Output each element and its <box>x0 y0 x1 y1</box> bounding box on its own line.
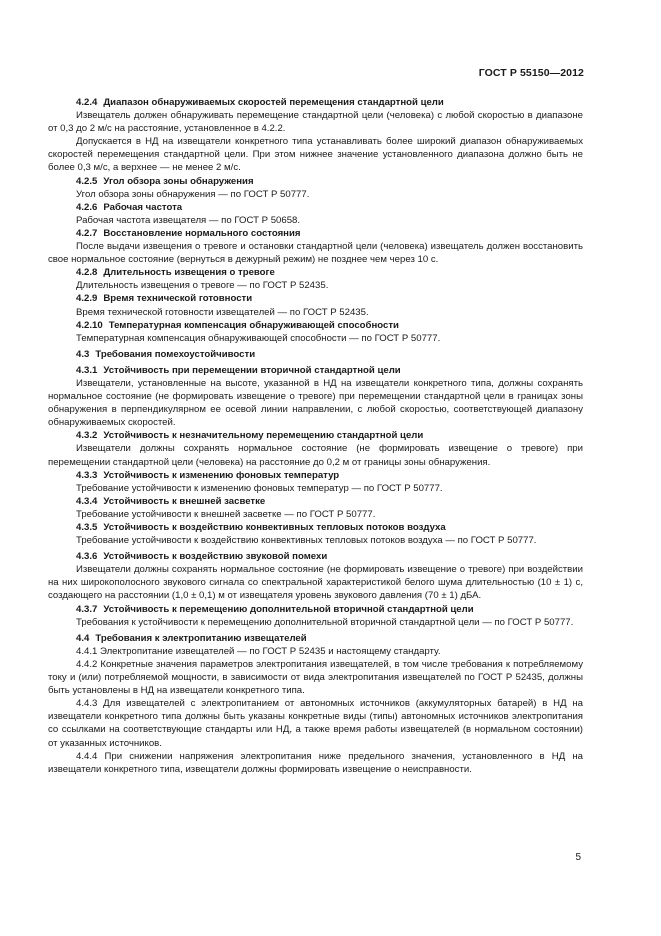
body-paragraph: Температурная компенсация обнаруживающей способности — по ГОСТ Р 50777. <box>76 332 441 344</box>
body-paragraph: 4.4.2 Конкретные значения параметров электропитания извещателей, в том числе требования к потребляемому току и (или) потребляемой мощности, в зависимости от вида электропитания извещателей по ГОСТ Р 52435, должны быть установлены в НД на извещатели конкретного типа. <box>48 658 583 697</box>
section-number: 4.3.7 <box>76 603 98 615</box>
section-number: 4.2.6 <box>76 201 98 213</box>
section-title: Рабочая частота <box>103 201 183 213</box>
body-paragraph: После выдачи извещения о тревоге и остановки стандартной цели (человека) извещатель должен восстановить свое нормальное состояние (вернуться в дежурный режим) не позднее чем через 10 с. <box>48 241 583 266</box>
body-paragraph: Извещатели, установленные на высоте, указанной в НД на извещатели конкретного типа, должны сохранять нормальное состояние (не формировать извещение о тревоге) при перемещении стандартной цели в границах зоны обнаружения в перпендикулярном ее осевой линии направлении, с любой скоростью, соответствующей диапазону обнаруживаемых скоростей. <box>48 377 583 429</box>
document-header: ГОСТ Р 55150—2012 <box>478 67 584 79</box>
section-heading <box>48 348 583 361</box>
section-title: Диапазон обнаруживаемых скоростей перемещения стандартной цели <box>103 97 444 108</box>
section-title: Время технической готовности <box>103 293 253 305</box>
body-paragraph: Угол обзора зоны обнаружения — по ГОСТ Р 50777. <box>76 188 310 200</box>
section-heading <box>48 603 583 616</box>
section-title: Устойчивость к незначительному перемещению стандартной цели <box>103 430 424 442</box>
section-number: 4.3.4 <box>76 495 98 507</box>
body-paragraph: 4.4.4 При снижении напряжения электропитания ниже предельного значения, установленного в НД на извещатели конкретного типа, извещатели должны формировать извещение о неисправности. <box>48 750 583 775</box>
section-number: 4.3.3 <box>76 469 98 481</box>
section-heading <box>48 550 583 563</box>
body-paragraph: Длительность извещения о тревоге — по ГОСТ Р 52435. <box>76 280 329 292</box>
section-title: Длительность извещения о тревоге <box>103 267 275 279</box>
section-heading <box>48 266 583 279</box>
section-heading <box>48 96 583 109</box>
body-paragraph: Допускается в НД на извещатели конкретного типа устанавливать более широкий диапазон обнаруживаемых скоростей перемещения стандартной цели. При этом нижнее значение установленного диапазона должно быть не более 0,3 м/с, а верхнее — не менее 2 м/с. <box>48 136 583 174</box>
section-number: 4.3.6 <box>76 551 98 563</box>
section-heading <box>48 319 583 332</box>
section-number: 4.3.1 <box>76 364 98 376</box>
section-number: 4.3.2 <box>76 430 98 442</box>
section-title: Устойчивость к воздействию звуковой помехи <box>103 551 328 563</box>
section-number: 4.2.9 <box>76 293 98 305</box>
section-heading <box>48 521 583 534</box>
section-heading <box>48 632 583 645</box>
body-paragraph: Извещатели должны сохранять нормальное состояние (не формировать извещение о тревоге) при воздействии на них широкополосного звукового сигнала со спектральной характеристикой белого шума длительностью (10 ± 1) с, создающего на расстоянии (1,0 ± 0,1) м от извещателя уровень звукового давления (70 ± 1) дБА. <box>48 564 583 602</box>
section-title: Устойчивость к внешней засветке <box>103 495 266 507</box>
section-heading <box>48 227 583 240</box>
body-paragraph: 4.4.3 Для извещателей с электропитанием от автономных источников (аккумуляторных батарей) в НД на извещатели конкретного типа должны быть указаны конкретные виды (типы) автономных источников электропитания со ссылками на соответствующие стандарты или НД, а также время работы извещателей (в нормальном состоянии) от указанных источников. <box>48 698 583 749</box>
section-number: 4.3 <box>76 348 90 360</box>
section-number: 4.2.8 <box>76 267 98 279</box>
page-number: 5 <box>575 852 581 863</box>
section-heading <box>48 469 583 482</box>
section-heading <box>48 175 583 188</box>
body-paragraph: Требование устойчивости к воздействию конвективных тепловых потоков воздуха — по ГОСТ Р 50777. <box>76 535 537 547</box>
section-heading <box>48 364 583 377</box>
section-title: Требования помехоустойчивости <box>95 348 256 360</box>
section-heading <box>48 292 583 305</box>
body-paragraph: 4.4.1 Электропитание извещателей — по ГОСТ Р 52435 и настоящему стандарту. <box>76 645 441 657</box>
section-number: 4.3.5 <box>76 522 98 533</box>
section-heading <box>48 201 583 214</box>
body-paragraph: Рабочая частота извещателя — по ГОСТ Р 50658. <box>76 214 301 226</box>
section-title: Устойчивость к воздействию конвективных тепловых потоков воздуха <box>103 522 446 533</box>
section-title: Устойчивость к изменению фоновых температур <box>103 469 340 481</box>
section-number: 4.2.10 <box>76 319 103 331</box>
section-number: 4.2.7 <box>76 227 98 239</box>
section-number: 4.2.4 <box>76 97 98 108</box>
section-title: Угол обзора зоны обнаружения <box>103 175 254 187</box>
section-title: Температурная компенсация обнаруживающей способности <box>108 319 399 331</box>
document-body <box>48 96 583 776</box>
section-heading <box>48 429 583 442</box>
section-title: Устойчивость при перемещении вторичной стандартной цели <box>103 364 401 376</box>
section-title: Устойчивость к перемещению дополнительной вторичной стандартной цели <box>103 603 474 615</box>
body-paragraph: Требование устойчивости к внешней засветке — по ГОСТ Р 50777. <box>76 508 376 520</box>
section-title: Восстановление нормального состояния <box>103 227 301 239</box>
body-paragraph: Извещатель должен обнаруживать перемещение стандартной цели (человека) с любой скоростью в диапазоне от 0,3 до 2 м/с на расстояние, установленное в 4.2.2. <box>48 110 583 135</box>
body-paragraph: Требование устойчивости к изменению фоновых температур — по ГОСТ Р 50777. <box>76 482 443 494</box>
section-title: Требования к электропитанию извещателей <box>95 632 307 644</box>
section-number: 4.2.5 <box>76 175 98 187</box>
body-paragraph: Извещатели должны сохранять нормальное состояние (не формировать извещение о тревоге) при перемещении стандартной цели (человека) на расстояние до 0,2 м от границы зоны обнаружения. <box>48 443 583 468</box>
section-heading <box>48 495 583 508</box>
body-paragraph: Время технической готовности извещателей — по ГОСТ Р 52435. <box>76 306 369 318</box>
body-paragraph: Требования к устойчивости к перемещению дополнительной вторичной стандартной цели — по ГОСТ Р 50777. <box>76 616 574 628</box>
section-number: 4.4 <box>76 632 90 644</box>
